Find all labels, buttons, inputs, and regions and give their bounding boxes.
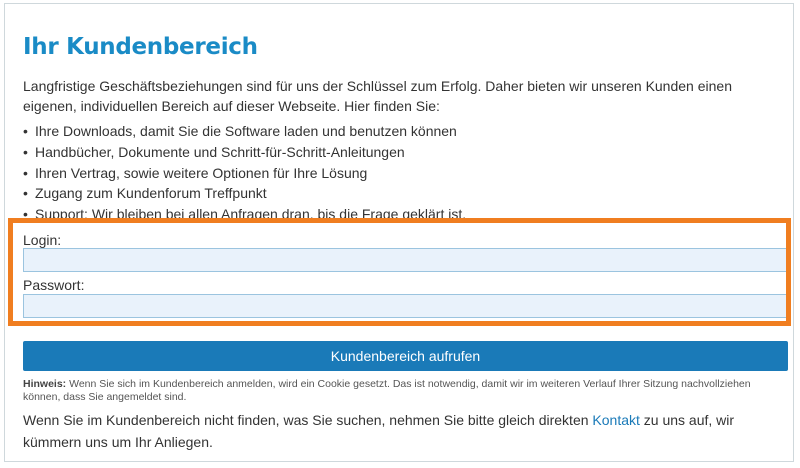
page-title: Ihr Kundenbereich [23,34,258,60]
bullet-icon: • [23,206,28,223]
feature-list [23,121,783,225]
contact-link[interactable]: Kontakt [592,412,640,428]
list-item-text: Support: Wir bleiben bei allen Anfragen dran, bis die Frage geklärt ist. [35,206,467,223]
bullet-icon: • [23,143,28,160]
list-item-text: Ihre Downloads, damit Sie die Software laden und benutzen können [35,123,457,139]
list-item [23,183,783,204]
list-item-text: Handbücher, Dokumente und Schritt-für-Schritt-Anleitungen [35,143,405,160]
intro-text: Langfristige Geschäftsbeziehungen sind für uns der Schlüssel zum Erfolg. Daher bieten wir unseren Kunden einen eigenen, individuellen Bereich auf dieser Webseite. Hier finden Sie: [23,78,732,114]
list-item [23,142,783,163]
list-item [23,163,783,184]
hint-text [23,378,785,404]
login-label: Login: [23,232,62,248]
contact-text [23,409,788,453]
bullet-icon: • [23,185,28,202]
login-highlight-box [8,218,791,326]
hint-label: Hinweis: [23,378,67,390]
list-item-text: Ihren Vertrag, sowie weitere Optionen für Ihre Lösung [35,164,368,181]
contact-after: zu uns auf, wir kümmern uns um Ihr Anliegen. [23,412,735,450]
contact-before: Wenn Sie im Kundenbereich nicht finden, was Sie suchen, nehmen Sie bitte gleich direkten [23,412,593,428]
list-item [23,121,783,142]
list-item-text: Zugang zum Kundenforum Treffpunkt [35,185,267,202]
hint-body: Wenn Sie sich im Kundenbereich anmelden, wird ein Cookie gesetzt. Das ist notwendig, damit wir im weiteren Verlauf Ihrer Sitzung nachvollziehen können, dass Sie angemeldet sind. [23,378,751,403]
bullet-icon: • [23,164,28,181]
bullet-icon: • [23,123,28,139]
submit-button[interactable]: Kundenbereich aufrufen [23,341,788,371]
password-label: Passwort: [23,277,85,293]
